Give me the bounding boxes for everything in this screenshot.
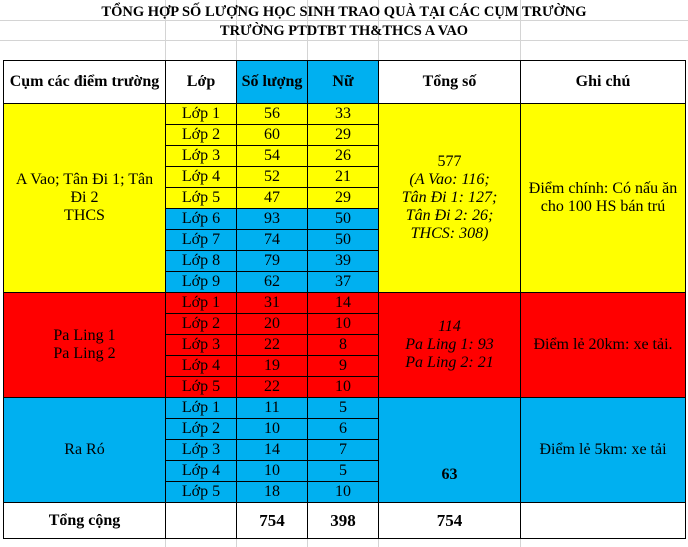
header-class[interactable]: Lớp bbox=[166, 61, 237, 104]
class-cell[interactable]: Lớp 2 bbox=[166, 314, 237, 335]
grand-total-note[interactable] bbox=[521, 503, 686, 539]
female-cell[interactable]: 10 bbox=[308, 482, 379, 503]
female-cell[interactable]: 14 bbox=[308, 293, 379, 314]
female-cell[interactable]: 37 bbox=[308, 272, 379, 293]
female-cell[interactable]: 21 bbox=[308, 167, 379, 188]
class-cell[interactable]: Lớp 3 bbox=[166, 440, 237, 461]
group-total-cell[interactable] bbox=[379, 398, 521, 503]
group-total-breakdown: Tân Đi 2: 26; bbox=[405, 207, 494, 224]
header-note[interactable]: Ghi chú bbox=[521, 61, 686, 104]
female-cell[interactable]: 5 bbox=[308, 398, 379, 419]
cluster-cell[interactable] bbox=[4, 293, 166, 398]
class-cell[interactable]: Lớp 2 bbox=[166, 125, 237, 146]
group-total-breakdown: Pa Ling 1: 93 bbox=[405, 336, 494, 353]
female-cell[interactable]: 29 bbox=[308, 188, 379, 209]
female-cell[interactable]: 39 bbox=[308, 251, 379, 272]
class-cell[interactable]: Lớp 4 bbox=[166, 167, 237, 188]
group-total-breakdown: (A Vao: 116; bbox=[409, 171, 490, 188]
quantity-cell[interactable]: 11 bbox=[237, 398, 308, 419]
grand-total-row bbox=[4, 503, 686, 539]
female-cell[interactable]: 29 bbox=[308, 125, 379, 146]
quantity-cell[interactable]: 79 bbox=[237, 251, 308, 272]
group-total-breakdown: Tân Đi 1: 127; bbox=[401, 189, 498, 206]
class-cell[interactable]: Lớp 2 bbox=[166, 419, 237, 440]
cluster-name-line: THCS bbox=[64, 207, 105, 224]
quantity-cell[interactable]: 10 bbox=[237, 419, 308, 440]
quantity-cell[interactable]: 54 bbox=[237, 146, 308, 167]
female-cell[interactable]: 5 bbox=[308, 461, 379, 482]
group-total-value: 114 bbox=[438, 318, 461, 335]
table-row bbox=[4, 104, 686, 125]
quantity-cell[interactable]: 31 bbox=[237, 293, 308, 314]
document-title: TỔNG HỢP SỐ LƯỢNG HỌC SINH TRAO QUÀ TẠI CÁC CỤM TRƯỜNG bbox=[101, 4, 587, 20]
class-cell[interactable]: Lớp 6 bbox=[166, 209, 237, 230]
note-cell[interactable]: Điểm lẻ 20km: xe tải. bbox=[521, 293, 686, 398]
class-cell[interactable]: Lớp 1 bbox=[166, 293, 237, 314]
header-quantity[interactable]: Số lượng bbox=[237, 61, 308, 104]
cluster-cell[interactable] bbox=[4, 398, 166, 503]
quantity-cell[interactable]: 47 bbox=[237, 188, 308, 209]
note-cell[interactable]: Điểm lẻ 5km: xe tải bbox=[521, 398, 686, 503]
cluster-name-line: Ra Ró bbox=[64, 441, 105, 458]
female-cell[interactable]: 10 bbox=[308, 314, 379, 335]
group-total-value: 63 bbox=[441, 466, 458, 483]
document-subtitle: TRƯỜNG PTDTBT TH&THCS A VAO bbox=[219, 23, 469, 39]
grand-total-total[interactable]: 754 bbox=[379, 503, 521, 539]
gridline bbox=[0, 40, 688, 41]
header-female[interactable]: Nữ bbox=[308, 61, 379, 104]
group-total-breakdown: Pa Ling 2: 21 bbox=[405, 354, 494, 371]
cluster-name-line: A Vao; Tân Đi 1; Tân bbox=[15, 171, 154, 188]
class-cell[interactable]: Lớp 8 bbox=[166, 251, 237, 272]
female-cell[interactable]: 50 bbox=[308, 209, 379, 230]
quantity-cell[interactable]: 60 bbox=[237, 125, 308, 146]
quantity-cell[interactable]: 74 bbox=[237, 230, 308, 251]
summary-table bbox=[3, 60, 686, 539]
grand-total-blank[interactable] bbox=[166, 503, 237, 539]
female-cell[interactable]: 8 bbox=[308, 335, 379, 356]
group-total-breakdown: THCS: 308) bbox=[410, 225, 489, 242]
table-row bbox=[4, 293, 686, 314]
class-cell[interactable]: Lớp 3 bbox=[166, 146, 237, 167]
quantity-cell[interactable]: 18 bbox=[237, 482, 308, 503]
class-cell[interactable]: Lớp 5 bbox=[166, 482, 237, 503]
group-total-cell[interactable] bbox=[379, 104, 521, 293]
female-cell[interactable]: 26 bbox=[308, 146, 379, 167]
table-row bbox=[4, 398, 686, 419]
quantity-cell[interactable]: 22 bbox=[237, 335, 308, 356]
class-cell[interactable]: Lớp 5 bbox=[166, 377, 237, 398]
note-cell[interactable]: Điểm chính: Có nấu ăn cho 100 HS bán trú bbox=[521, 104, 686, 293]
class-cell[interactable]: Lớp 3 bbox=[166, 335, 237, 356]
quantity-cell[interactable]: 20 bbox=[237, 314, 308, 335]
quantity-cell[interactable]: 56 bbox=[237, 104, 308, 125]
header-row bbox=[4, 61, 686, 104]
female-cell[interactable]: 33 bbox=[308, 104, 379, 125]
cluster-name-line: Pa Ling 2 bbox=[53, 345, 116, 362]
class-cell[interactable]: Lớp 7 bbox=[166, 230, 237, 251]
female-cell[interactable]: 50 bbox=[308, 230, 379, 251]
class-cell[interactable]: Lớp 5 bbox=[166, 188, 237, 209]
header-total[interactable]: Tổng số bbox=[379, 61, 521, 104]
female-cell[interactable]: 9 bbox=[308, 356, 379, 377]
header-cluster[interactable]: Cụm các điểm trường bbox=[4, 61, 166, 104]
quantity-cell[interactable]: 62 bbox=[237, 272, 308, 293]
female-cell[interactable]: 7 bbox=[308, 440, 379, 461]
grand-total-label[interactable]: Tổng cộng bbox=[4, 503, 166, 539]
cluster-name-line: Đi 2 bbox=[70, 189, 99, 206]
grand-total-female[interactable]: 398 bbox=[308, 503, 379, 539]
class-cell[interactable]: Lớp 4 bbox=[166, 461, 237, 482]
class-cell[interactable]: Lớp 4 bbox=[166, 356, 237, 377]
female-cell[interactable]: 6 bbox=[308, 419, 379, 440]
female-cell[interactable]: 10 bbox=[308, 377, 379, 398]
class-cell[interactable]: Lớp 1 bbox=[166, 398, 237, 419]
group-total-cell[interactable] bbox=[379, 293, 521, 398]
quantity-cell[interactable]: 22 bbox=[237, 377, 308, 398]
cluster-cell[interactable] bbox=[4, 104, 166, 293]
grand-total-quantity[interactable]: 754 bbox=[237, 503, 308, 539]
quantity-cell[interactable]: 14 bbox=[237, 440, 308, 461]
quantity-cell[interactable]: 93 bbox=[237, 209, 308, 230]
quantity-cell[interactable]: 10 bbox=[237, 461, 308, 482]
quantity-cell[interactable]: 19 bbox=[237, 356, 308, 377]
cluster-name-line: Pa Ling 1 bbox=[53, 327, 116, 344]
class-cell[interactable]: Lớp 9 bbox=[166, 272, 237, 293]
group-total-value: 577 bbox=[437, 153, 462, 170]
quantity-cell[interactable]: 52 bbox=[237, 167, 308, 188]
class-cell[interactable]: Lớp 1 bbox=[166, 104, 237, 125]
